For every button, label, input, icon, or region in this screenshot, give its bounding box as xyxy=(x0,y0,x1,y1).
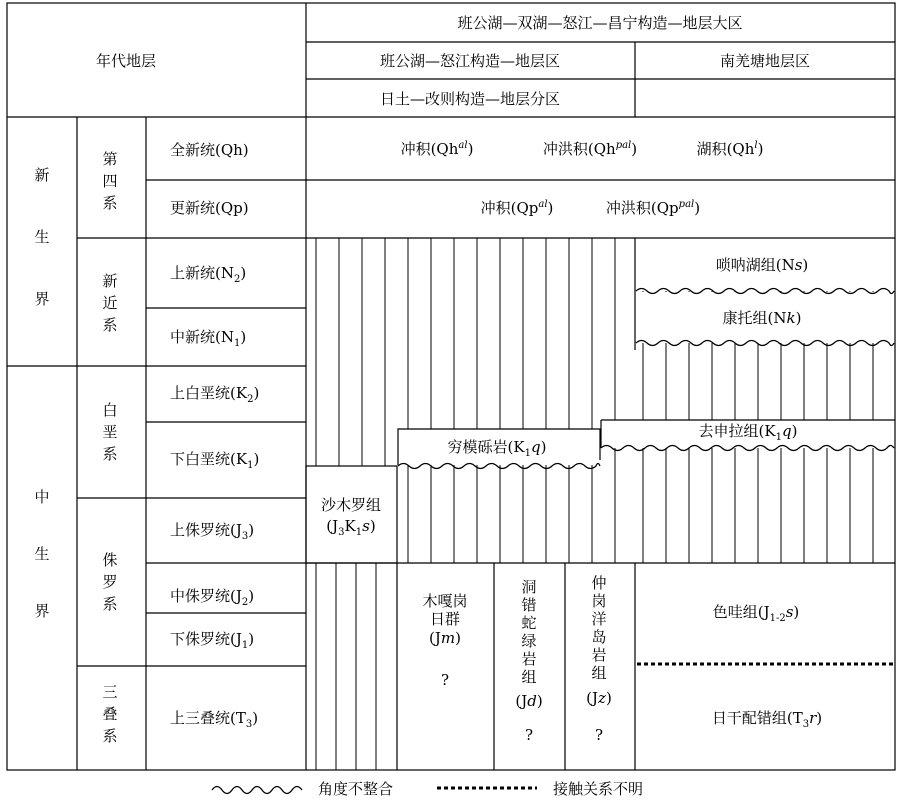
legend-unclear-label: 接触关系不明 xyxy=(553,780,644,798)
label-mugagang-line1: 木嘎岗 xyxy=(422,592,468,610)
system-cretaceous-char: 系 xyxy=(102,445,118,463)
label-suona-formation: 唢呐湖组(Ns) xyxy=(715,256,809,274)
label-mugagang-line2: 日群 xyxy=(429,610,461,628)
legend xyxy=(212,780,643,798)
series-label: 更新统(Qp) xyxy=(170,199,249,217)
label-dongcuo-code: (Jd) xyxy=(515,692,543,710)
table-grid xyxy=(7,3,895,770)
system-neogene-char: 系 xyxy=(102,316,118,334)
series-labels xyxy=(170,141,259,730)
label-dongcuo-char: 蛇 xyxy=(521,614,537,632)
label-zhonggang-char: 岗 xyxy=(591,592,607,610)
series-label: 中新统$(N_1)$ xyxy=(170,328,247,349)
unit-boxes xyxy=(306,239,895,563)
header-top: 班公湖—双湖—怒江—昌宁构造—地层大区 xyxy=(457,14,743,32)
series-label: 下侏罗统$(J_1)$ xyxy=(170,630,255,651)
system-neogene-char: 近 xyxy=(102,294,118,312)
label-zhonggang-question: ? xyxy=(594,726,604,744)
system-triassic-char: 叠 xyxy=(102,705,118,723)
system-jurassic-char: 罗 xyxy=(102,573,118,591)
system-triassic-char: 三 xyxy=(102,683,118,701)
erathem-cenozoic-char: 新 xyxy=(34,166,50,184)
shamuluo-box xyxy=(306,466,397,563)
label-shamuluo-name: 沙木罗组 xyxy=(320,496,382,514)
label-qh-pluvial: 冲洪积$(Qh^{pal})$ xyxy=(542,140,638,158)
label-zhonggang-char: 洋 xyxy=(591,610,607,628)
label-dongcuo-char: 绿 xyxy=(521,632,537,650)
label-dongcuo-char: 岩 xyxy=(521,650,537,668)
series-label: 下白垩统$(K_1)$ xyxy=(170,450,260,471)
label-riganpei-formation: 日干配错组$(T_3r)$ xyxy=(711,709,823,730)
series-label: 上三叠统$(T_3)$ xyxy=(170,709,259,730)
legend-wave-symbol xyxy=(212,787,302,794)
system-triassic-char: 系 xyxy=(102,727,118,745)
header-corner: 年代地层 xyxy=(95,52,157,70)
system-jurassic-char: 系 xyxy=(102,595,118,613)
label-dongcuo-question: ? xyxy=(524,726,534,744)
label-sewa-formation: 色哇组$(J_{1-2}s)$ xyxy=(712,603,800,624)
label-qushenla-formation: 去申拉组$(K_1q)$ xyxy=(698,422,798,443)
header-region-right: 南羌塘地层区 xyxy=(719,52,811,70)
series-label: 中侏罗统$(J_2)$ xyxy=(170,587,255,608)
series-label: 上白垩统$(K_2)$ xyxy=(170,384,260,405)
system-quaternary-char: 系 xyxy=(102,194,118,212)
system-neogene-char: 新 xyxy=(102,272,118,290)
legend-unconformity-label: 角度不整合 xyxy=(318,780,394,798)
erathem-cenozoic-char: 生 xyxy=(34,228,50,246)
label-qh-alluvial: 冲积$(Qh^{al})$ xyxy=(400,140,474,158)
erathem-mesozoic-char: 中 xyxy=(34,488,50,506)
system-jurassic-char: 侏 xyxy=(102,551,118,569)
series-label: 上侏罗统$(J_3)$ xyxy=(170,521,255,542)
label-qh-lacustrine: 湖积(Qh$^l$) xyxy=(696,140,764,158)
label-zhonggang-char: 组 xyxy=(591,664,607,682)
erathem-mesozoic-char: 生 xyxy=(34,545,50,563)
label-mugagang-question: ? xyxy=(440,671,450,689)
label-dongcuo-char: 洞 xyxy=(521,578,537,596)
header-region-left: 班公湖—怒江构造—地层区 xyxy=(379,52,561,70)
series-label: 上新统$(N_2)$ xyxy=(170,264,247,285)
label-qiongmo-conglomerate: 穷模砾岩$(K_1q)$ xyxy=(447,438,547,459)
label-qp-pluvial: 冲洪积$(Qp^{pal})$ xyxy=(605,199,701,217)
system-cretaceous-char: 白 xyxy=(102,401,118,419)
series-label: 全新统(Qh) xyxy=(170,141,249,159)
label-qp-alluvial: 冲积$(Qp^{al})$ xyxy=(480,199,554,217)
label-zhonggang-code: (Jz) xyxy=(586,689,612,707)
label-zhonggang-char: 岩 xyxy=(591,646,607,664)
label-zhonggang-char: 仲 xyxy=(591,574,607,592)
label-shamuluo-code: $(J_3K_1s)$ xyxy=(326,517,376,538)
label-kangtuo-formation: 康托组(Nk) xyxy=(722,309,802,327)
system-quaternary-char: 四 xyxy=(102,172,118,190)
erathem-cenozoic-char: 界 xyxy=(34,290,50,308)
system-quaternary-char: 第 xyxy=(102,150,118,168)
erathem-mesozoic-char: 界 xyxy=(34,602,50,620)
label-dongcuo-char: 错 xyxy=(521,596,537,614)
label-mugagang-code: (Jm) xyxy=(429,629,461,647)
header-subregion-left: 日土—改则构造—地层分区 xyxy=(379,90,561,108)
label-dongcuo-char: 组 xyxy=(521,668,537,686)
system-cretaceous-char: 垩 xyxy=(102,423,118,441)
label-zhonggang-char: 岛 xyxy=(591,628,607,646)
